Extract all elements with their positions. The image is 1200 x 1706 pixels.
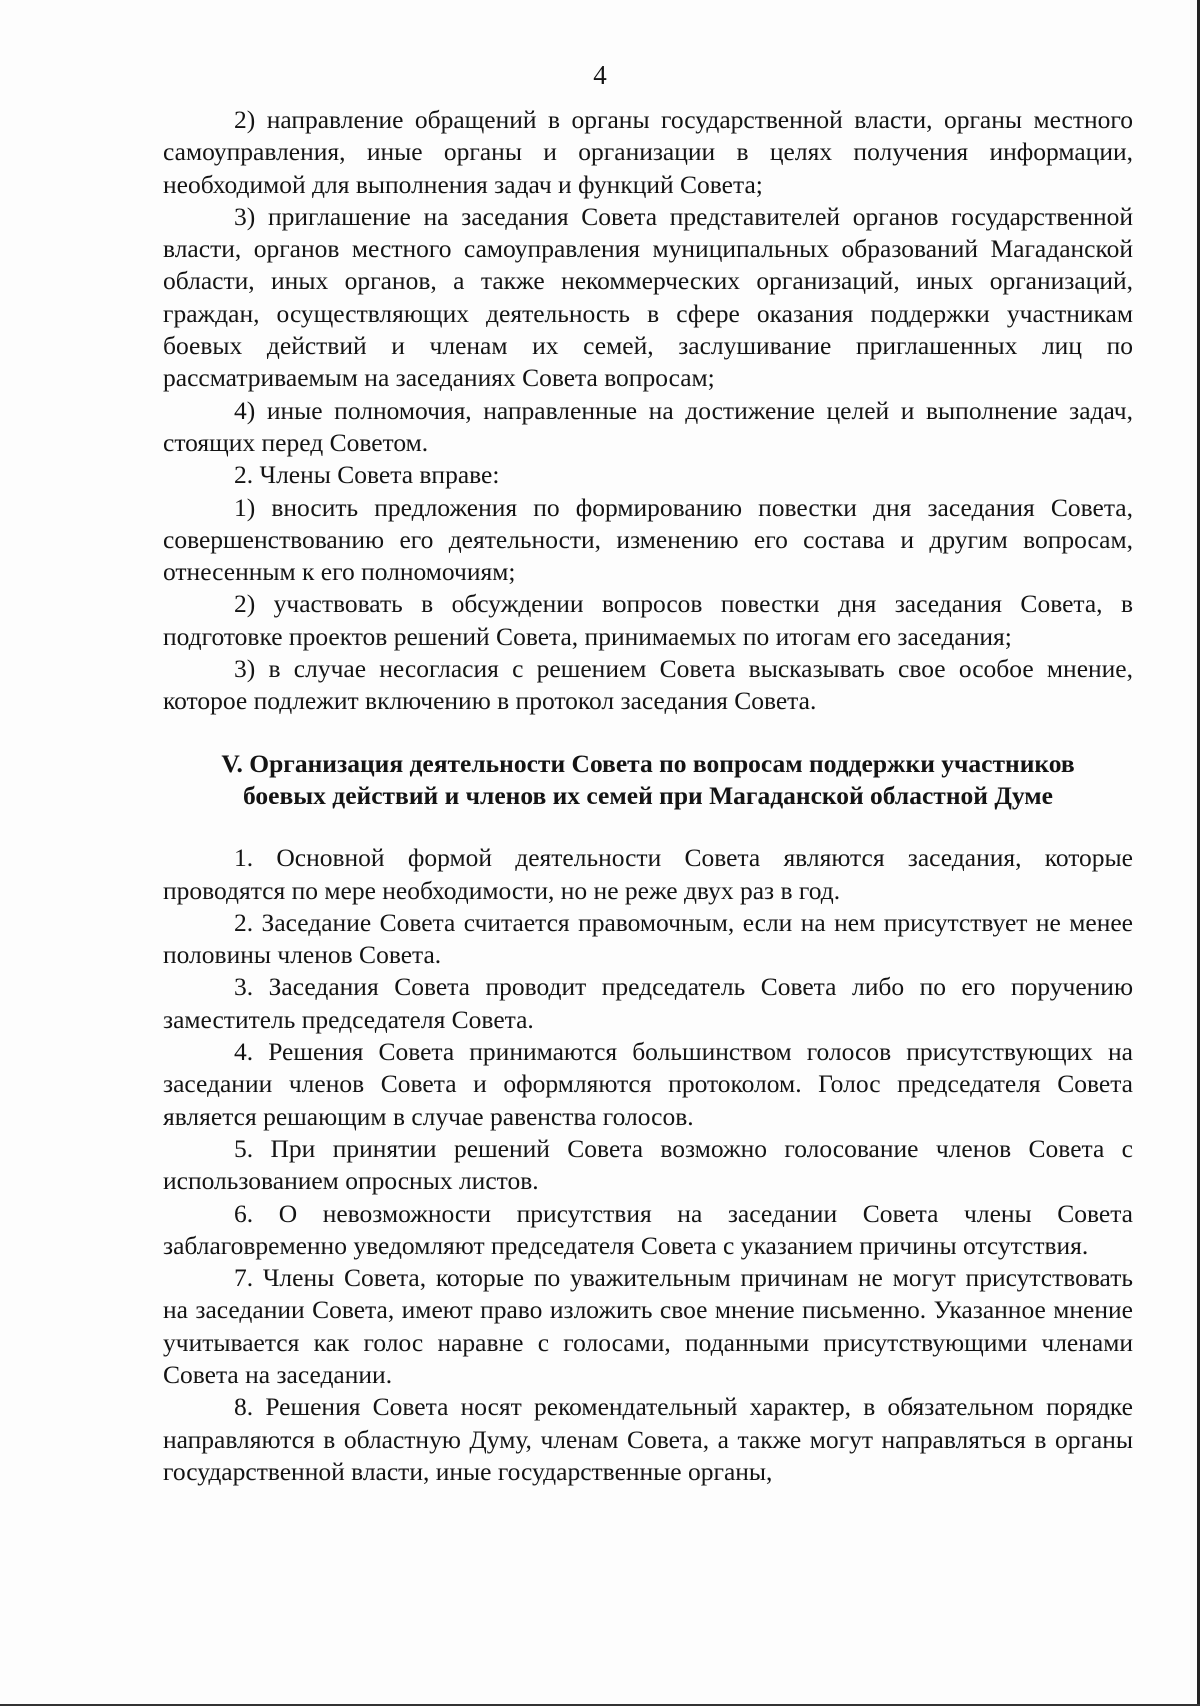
paragraph: 1) вносить предложения по формированию повестки дня заседания Совета, совершенствованию его деятельности, изменению его состава и другим вопросам, отнесенным к его полномочиям; xyxy=(163,492,1133,587)
paragraph: 3) приглашение на заседания Совета представителей органов государственной власти, органов местного самоуправления муниципальных образований Магаданской области, иных органов, а также некоммерческих организаций, иных организаций, граждан, осуществляющих деятельность в сфере оказания поддержки участникам боевых действий и членам их семей, заслушивание приглашенных лиц по рассматриваемым на заседаниях Совета вопросам; xyxy=(163,201,1133,393)
page-number: 4 xyxy=(593,60,607,90)
paragraph: 7. Члены Совета, которые по уважительным причинам не могут присутствовать на заседании Совета, имеют право изложить свое мнение письменно. Указанное мнение учитывается как голос наравне с голосами, поданными присутствующими членами Совета на заседании. xyxy=(163,1263,1133,1389)
paragraph: 4. Решения Совета принимаются большинством голосов присутствующих на заседании членов Совета и оформляются протоколом. Голос председателя Совета является решающим в случае равенства голосов. xyxy=(163,1037,1133,1131)
paragraph: 2) участвовать в обсуждении вопросов повестки дня заседания Совета, в подготовке проектов решений Совета, принимаемых по итогам его заседания; xyxy=(163,589,1133,651)
paragraph: 4) иные полномочия, направленные на достижение целей и выполнение задач, стоящих перед Советом. xyxy=(163,395,1133,457)
section-heading-line: V. Организация деятельности Совета по вопросам поддержки участников xyxy=(221,748,1075,778)
paragraph: 3. Заседания Совета проводит председатель Совета либо по его поручению заместитель председателя Совета. xyxy=(163,972,1133,1034)
section-heading xyxy=(163,748,1133,813)
paragraph: 2) направление обращений в органы государственной власти, органы местного самоуправления, иные органы и организации в целях получения информации, необходимой для выполнения задач и функций Совета; xyxy=(163,105,1133,199)
paragraph: 3) в случае несогласия с решением Совета высказывать свое особое мнение, которое подлежит включению в протокол заседания Совета. xyxy=(163,654,1133,716)
paragraph: 5. При принятии решений Совета возможно голосование членов Совета с использованием опросных листов. xyxy=(163,1133,1133,1196)
paragraph: 1. Основной формой деятельности Совета являются заседания, которые проводятся по мере необходимости, но не реже двух раз в год. xyxy=(163,843,1133,905)
document-body xyxy=(163,104,1133,1488)
paragraph: 8. Решения Совета носят рекомендательный характер, в обязательном порядке направляются в областную Думу, членам Совета, а также могут направляться в органы государственной власти, иные государственные органы, xyxy=(163,1392,1133,1486)
section-heading-line: боевых действий и членов их семей при Магаданской областной Думе xyxy=(243,780,1053,810)
paragraph: 2. Заседание Совета считается правомочным, если на нем присутствует не менее половины членов Совета. xyxy=(163,907,1133,970)
paragraph: 6. О невозможности присутствия на заседании Совета члены Совета заблаговременно уведомляют председателя Совета с указанием причины отсутствия. xyxy=(163,1198,1133,1260)
paragraph: 2. Члены Совета вправе: xyxy=(234,460,500,490)
